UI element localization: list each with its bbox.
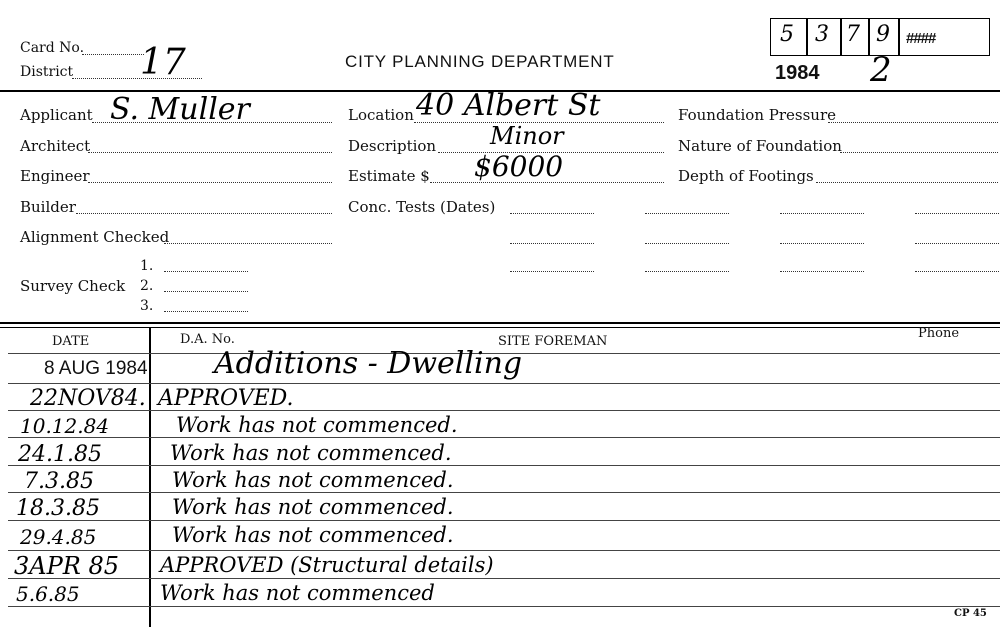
table-row-date: 22NOV84.	[30, 386, 146, 411]
survey-item: 2.	[140, 278, 154, 294]
row-line	[8, 410, 1000, 411]
form-code: CP 45	[954, 608, 987, 619]
location-value: 40 Albert St	[416, 88, 601, 123]
alignment-line	[164, 243, 332, 244]
district-value: 17	[140, 42, 186, 83]
conc-line	[510, 213, 594, 214]
engineer-line	[88, 182, 332, 183]
table-row-entry: Work has not commenced.	[172, 468, 454, 492]
date-column-divider	[149, 327, 151, 627]
nature-foundation-label: Nature of Foundation	[678, 137, 842, 155]
row-line	[8, 492, 1000, 493]
table-row-entry: APPROVED (Structural details)	[160, 553, 494, 577]
conc-line	[645, 271, 729, 272]
conc-line	[780, 213, 864, 214]
conc-line	[510, 271, 594, 272]
box-divider	[898, 18, 900, 56]
conc-line	[915, 213, 999, 214]
description-label: Description	[348, 137, 437, 155]
location-label: Location	[348, 106, 414, 124]
architect-line	[88, 152, 332, 153]
architect-label: Architect	[20, 137, 91, 155]
survey-line	[164, 311, 248, 312]
table-row-date: 5.6.85	[16, 582, 80, 606]
box-divider	[868, 18, 870, 56]
survey-label: Survey Check	[20, 277, 126, 295]
year-label: 1984	[775, 62, 820, 84]
table-row-entry: Work has not commenced.	[172, 495, 454, 519]
estimate-label: Estimate $	[348, 167, 430, 185]
card-digit-struck: ####	[906, 30, 936, 47]
survey-line	[164, 291, 248, 292]
foundation-pressure-line	[828, 122, 998, 123]
card-digit: 5	[780, 22, 794, 47]
alignment-label: Alignment Checked	[20, 228, 170, 246]
row-line	[8, 520, 1000, 521]
table-row-entry: Work has not commenced.	[176, 413, 458, 437]
conc-line	[645, 213, 729, 214]
table-row-date: 24.1.85	[18, 442, 102, 467]
conc-line	[780, 243, 864, 244]
builder-line	[76, 213, 332, 214]
foundation-pressure-label: Foundation Pressure	[678, 106, 837, 124]
table-row-entry: Additions - Dwelling	[214, 346, 523, 381]
estimate-value: $6000	[474, 150, 564, 183]
date-header: DATE	[52, 334, 90, 349]
row-line	[8, 550, 1000, 551]
district-label: District	[20, 64, 74, 80]
card-digit: 9	[876, 22, 890, 47]
conc-tests-label: Conc. Tests (Dates)	[348, 198, 496, 216]
survey-item: 3.	[140, 298, 154, 314]
row-line	[8, 437, 1000, 438]
card-digit: 3	[815, 22, 829, 47]
table-top-rule	[0, 322, 1000, 324]
table-row-entry: APPROVED.	[158, 386, 294, 411]
card-no-label: Card No.	[20, 40, 85, 56]
depth-footings-line	[816, 182, 998, 183]
da-header: D.A. No.	[180, 332, 235, 347]
card-digit: 7	[846, 22, 860, 47]
table-row-entry: Work has not commenced.	[172, 523, 454, 547]
table-row-date: 29.4.85	[20, 525, 97, 549]
table-row-entry: Work has not commenced	[160, 581, 435, 605]
conc-line	[915, 243, 999, 244]
foreman-header: SITE FOREMAN	[498, 334, 608, 349]
department-title: CITY PLANNING DEPARTMENT	[345, 52, 615, 71]
table-row-date: 10.12.84	[20, 414, 110, 438]
box-divider	[806, 18, 808, 56]
table-row-date: 8 AUG 1984	[44, 358, 148, 379]
depth-footings-label: Depth of Footings	[678, 167, 814, 185]
table-row-date: 3APR 85	[14, 552, 119, 580]
box-divider	[840, 18, 842, 56]
year-suffix: 2	[870, 50, 892, 90]
nature-foundation-line	[840, 152, 998, 153]
conc-line	[510, 243, 594, 244]
table-row-date: 18.3.85	[16, 496, 100, 521]
survey-item: 1.	[140, 258, 154, 274]
description-value: Minor	[490, 122, 564, 150]
builder-label: Builder	[20, 198, 76, 216]
applicant-value: S. Muller	[110, 92, 250, 127]
row-line	[8, 465, 1000, 466]
conc-line	[915, 271, 999, 272]
survey-line	[164, 271, 248, 272]
row-line	[8, 606, 1000, 607]
card-no-line	[82, 54, 144, 55]
engineer-label: Engineer	[20, 167, 90, 185]
conc-line	[780, 271, 864, 272]
row-line	[8, 383, 1000, 384]
applicant-label: Applicant	[20, 106, 93, 124]
phone-header: Phone	[918, 326, 960, 341]
table-row-entry: Work has not commenced.	[170, 441, 452, 465]
table-row-date: 7.3.85	[24, 469, 94, 494]
row-line	[8, 578, 1000, 579]
conc-line	[645, 243, 729, 244]
